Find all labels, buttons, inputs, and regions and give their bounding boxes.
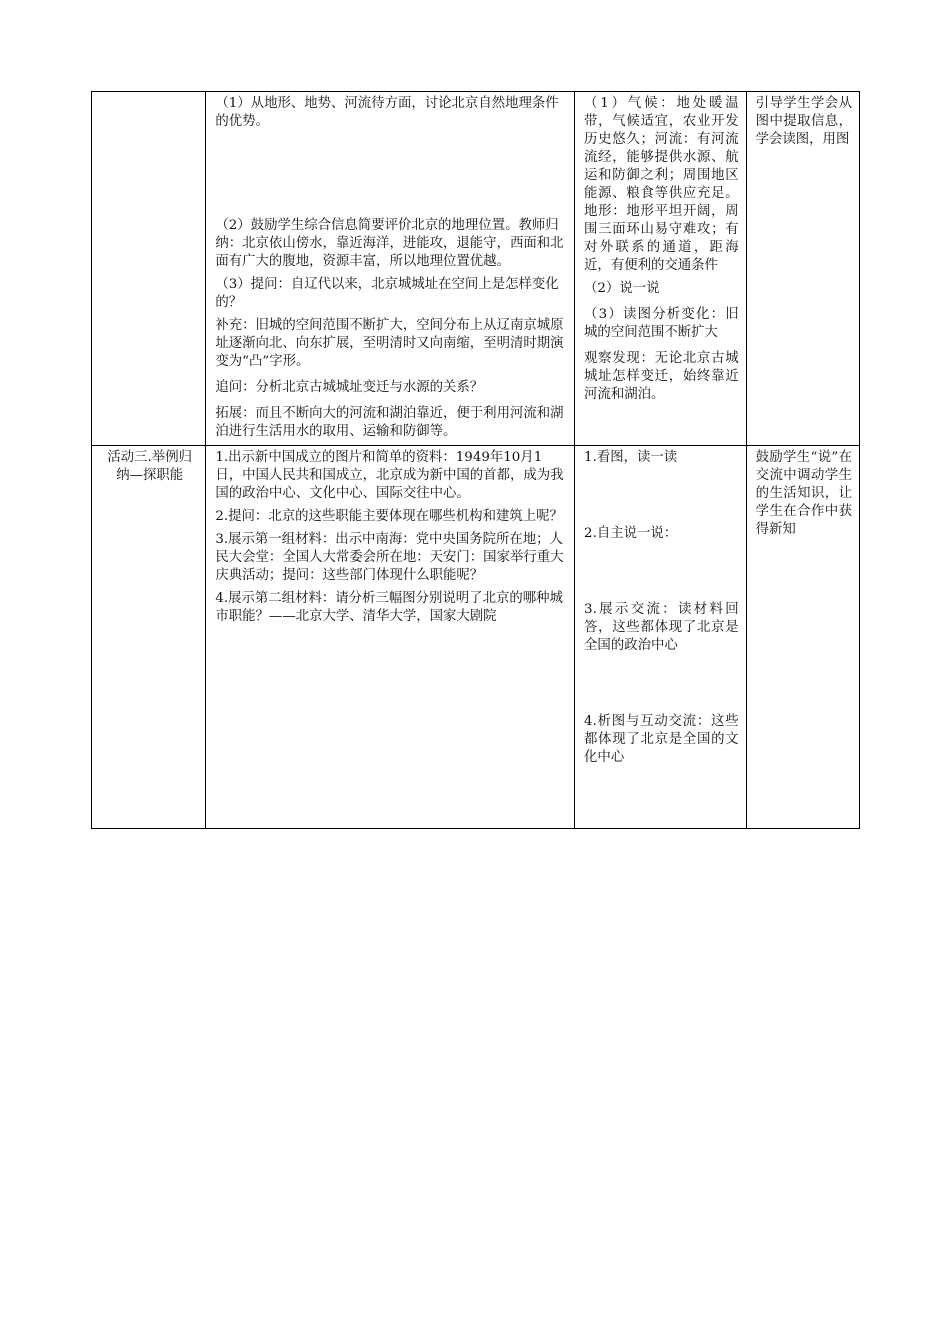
table-row <box>92 92 860 446</box>
student-step: （2）说一说 <box>584 281 660 296</box>
activity-cell: 活动三.举例归纳—探职能 <box>92 446 206 829</box>
teacher-step: 补充：旧城的空间范围不断扩大，空间分布上从辽南京城原址逐渐向北、向东扩展，至明清时又向南缩，至明清时期演变为“凸”字形。 <box>215 318 564 369</box>
teacher-step: 追问：分析北京古城城址变迁与水源的关系？ <box>215 380 484 395</box>
student-activity-cell <box>575 446 747 829</box>
student-step: 2.自主说一说： <box>584 526 678 541</box>
lesson-plan-table <box>91 91 860 829</box>
teacher-activity-cell <box>206 446 575 829</box>
teacher-step: （2）鼓励学生综合信息简要评价北京的地理位置。教师归纳：北京依山傍水，靠近海洋，进能攻，退能守，西面和北面有广大的腹地，资源丰富，所以地理位置优越。 <box>215 218 564 269</box>
teacher-activity-cell <box>206 92 575 446</box>
student-step: 3.展示交流：读材料回答，这些都体现了北京是全国的政治中心 <box>584 602 739 653</box>
student-step: （1）气候：地处暖温带，气候适宜，农业开发历史悠久；河流：有河流流经，能够提供水源、航运和防御之利；周围地区能源、粮食等供应充足。地形：地形平坦开阔，周围三面环山易守难攻；有对外联系的通道，距海近，有便利的交通条件 <box>584 96 739 273</box>
teacher-step: 拓展：而且不断向大的河流和湖泊靠近，便于利用河流和湖泊进行生活用水的取用、运输和防御等。 <box>215 406 564 439</box>
activity-cell <box>92 92 206 446</box>
design-intent-cell: 鼓励学生“说”在交流中调动学生的生活知识，让学生在合作中获得新知 <box>746 446 859 829</box>
student-activity-cell <box>575 92 747 446</box>
student-step: 4.析图与互动交流：这些都体现了北京是全国的文化中心 <box>584 714 739 765</box>
table-row <box>92 446 860 829</box>
design-intent-cell: 引导学生学会从图中提取信息，学会读图，用图 <box>746 92 859 446</box>
teacher-step: 1.出示新中国成立的图片和简单的资料：1949年10月1日，中国人民共和国成立，北京成为新中国的首都，成为我国的政治中心、文化中心、国际交往中心。 <box>215 450 564 501</box>
teacher-step: 4.展示第二组材料：请分析三幅图分别说明了北京的哪种城市职能？——北京大学、清华大学，国家大剧院 <box>215 591 563 624</box>
teacher-step: 3.展示第一组材料：出示中南海：党中央国务院所在地；人民大会堂：全国人大常委会所在地：天安门：国家举行重大庆典活动；提问：这些部门体现什么职能呢？ <box>215 532 564 583</box>
student-step: 1.看图，读一读 <box>584 450 678 465</box>
teacher-step: （1）从地形、地势、河流待方面，讨论北京自然地理条件的优势。 <box>215 96 559 129</box>
teacher-step: 2.提问：北京的这些职能主要体现在哪些机构和建筑上呢？ <box>215 509 563 524</box>
teacher-step: （3）提问：自辽代以来，北京城城址在空间上是怎样变化的？ <box>215 277 559 310</box>
student-step: 观察发现：无论北京古城城址怎样变迁，始终靠近河流和湖泊。 <box>584 351 739 402</box>
student-step: （3）读图分析变化：旧城的空间范围不断扩大 <box>584 307 739 340</box>
